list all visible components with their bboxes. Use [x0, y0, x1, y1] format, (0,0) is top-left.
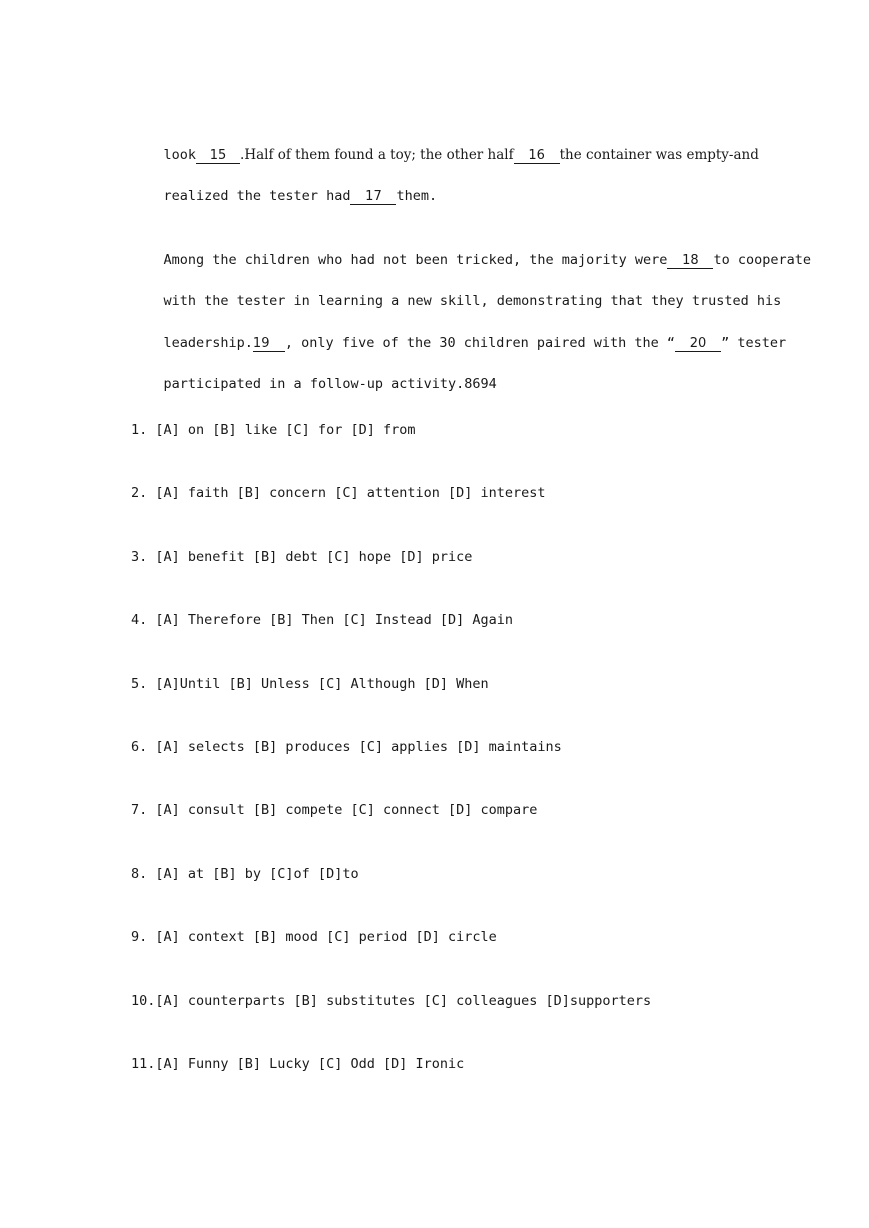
passage-text: participated in a follow-up activity.8694: [163, 376, 497, 392]
passage-text: to cooperate: [713, 252, 811, 268]
option-line-7: 7. [A] consult [B] compete [C] connect [D] compare: [131, 802, 538, 818]
passage-text: , only five of the 30 children paired with the “: [284, 335, 676, 351]
option-line-4: 4. [A] Therefore [B] Then [C] Instead [D] Again: [131, 612, 514, 628]
blank-16: 16: [514, 148, 560, 164]
passage-text: leadership.: [163, 335, 253, 351]
blank-20: 20: [675, 336, 721, 352]
passage-text: realized the tester had: [163, 188, 351, 204]
option-line-2: 2. [A] faith [B] concern [C] attention [D] interest: [131, 485, 546, 501]
passage-text: with the tester in learning a new skill, demonstrating that they trusted his: [163, 293, 782, 309]
passage-text: the container was empty-and: [559, 147, 759, 163]
passage-text: .Half of them found a toy; the other half: [240, 147, 514, 163]
blank-18: 18: [667, 253, 713, 269]
passage-text: Among the children who had not been tricked, the majority were: [163, 252, 668, 268]
passage-line-2: [131, 169, 437, 223]
passage-text: look: [163, 147, 197, 163]
option-line-8: 8. [A] at [B] by [C]of [D]to: [131, 866, 359, 882]
passage-text: ” tester: [721, 335, 787, 351]
passage-text: them.: [396, 188, 438, 204]
blank-17: 17: [350, 189, 396, 205]
option-line-11: 11.[A] Funny [B] Lucky [C] Odd [D] Ironic: [131, 1056, 465, 1072]
passage-line-6: [131, 357, 497, 411]
option-line-9: 9. [A] context [B] mood [C] period [D] circle: [131, 929, 497, 945]
option-line-3: 3. [A] benefit [B] debt [C] hope [D] price: [131, 549, 473, 565]
blank-19: 19: [253, 336, 285, 352]
option-line-10: 10.[A] counterparts [B] substitutes [C] colleagues [D]supporters: [131, 993, 652, 1009]
option-line-5: 5. [A]Until [B] Unless [C] Although [D] When: [131, 676, 489, 692]
blank-15: 15: [196, 148, 240, 164]
option-line-6: 6. [A] selects [B] produces [C] applies [D] maintains: [131, 739, 562, 755]
option-line-1: 1. [A] on [B] like [C] for [D] from: [131, 422, 416, 438]
